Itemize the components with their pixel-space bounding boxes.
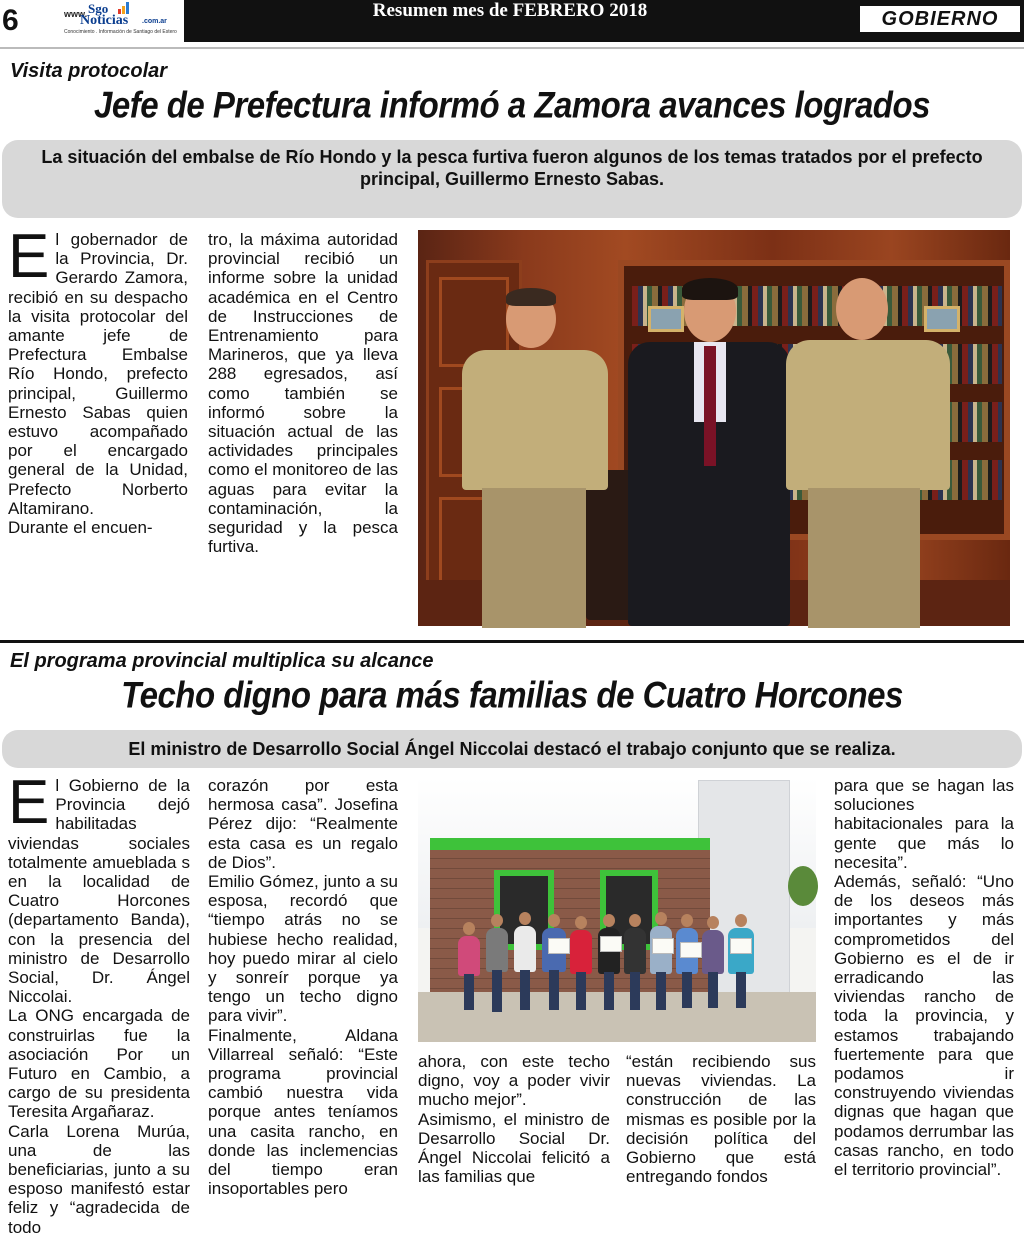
logo-tagline: Conocimiento . Información de Santiago del Estero xyxy=(64,29,177,35)
article1-deck: La situación del embalse de Río Hondo y la pesca furtiva fueron algunos de los temas tratados por el prefecto principal, Guillermo Ernesto Sabas. xyxy=(2,140,1022,218)
article2-paragraph: l Gobierno de la Provincia dejó habilitadas viviendas sociales totalmente amueblada s en la localidad de Cuatro Horcones (departamento Banda), con la presencia del ministro de Desarrollo Social, Dr. Ángel Niccolai. xyxy=(8,776,190,1007)
article2-column-5 xyxy=(834,776,1014,1179)
article2-paragraph: para que se hagan las soluciones habitacionales para la gente que más lo necesita”. xyxy=(834,776,1014,872)
logo-domain: .com.ar xyxy=(142,18,167,25)
article2-paragraph: Asimismo, el ministro de Desarrollo Social Dr. Ángel Niccolai felicitó a las familias que xyxy=(418,1109,610,1187)
logo-brand-top: Sgo xyxy=(88,1,109,16)
logo-brand-bottom: Noticias xyxy=(80,13,129,28)
article2-column-3 xyxy=(418,1052,610,1186)
article2-column-2 xyxy=(208,776,398,1198)
article2-dropcap: E xyxy=(8,768,50,837)
header-rule xyxy=(0,47,1024,49)
article2-paragraph: corazón por esta hermosa casa”. Josefina Pérez dijo: “Realmente esta casa es un regalo de Dios”. xyxy=(208,776,398,872)
article2-paragraph: Carla Lorena Murúa, una de las beneficiarias, junto a su esposo manifestó estar feliz y “agradecida de todo xyxy=(8,1121,190,1237)
section-label: GOBIERNO xyxy=(860,6,1020,32)
article2-paragraph: Finalmente, Aldana Villarreal señaló: “Este programa provincial cambió nuestra vida porque antes teníamos una casita rancho, en donde las inclemencias del tiempo eran insoportables pero xyxy=(208,1025,398,1199)
page-header xyxy=(0,0,1024,42)
article1-kicker: Visita protocolar xyxy=(10,60,168,82)
article2-paragraph: Emilio Gómez, junto a su esposa, recordó que “tiempo atrás no se hubiese hecho realidad, hoy puedo mirar al cielo y sonreír porque ya tengo un techo digno para vivir”. xyxy=(208,872,398,1026)
article2-headline: Techo digno para más familias de Cuatro Horcones xyxy=(121,673,903,716)
article-divider xyxy=(0,640,1024,643)
article1-paragraph: tro, la máxima autoridad provincial recibió un informe sobre la unidad académica en el Centro de Instrucciones de Entrenamiento para Marineros, que ya lleva 288 egresados, así como también se informó sobre la situación actual de las actividades principales como el monitoreo de las aguas para evitar la contaminación, la seguridad y la pesca furtiva. xyxy=(208,230,398,557)
article1-paragraph: l gobernador de la Provincia, Dr. Gerardo Zamora, recibió en su despacho la visita protocolar del amante jefe de Prefectura Embalse Río Hondo, prefecto principal, Guillermo Ernesto Sabas quien estuvo acompañado por el encargado general de la Unidad, Prefecto Norberto Altamirano. xyxy=(8,230,188,518)
article1-paragraph: Durante el encuen- xyxy=(8,518,153,538)
article1-headline: Jefe de Prefectura informó a Zamora avances logrados xyxy=(94,83,930,126)
article1-column-2 xyxy=(208,230,398,556)
article2-deck: El ministro de Desarrollo Social Ángel Niccolai destacó el trabajo conjunto que se realiza. xyxy=(2,730,1022,768)
article2-paragraph: La ONG encargada de construirlas fue la asociación Por un Futuro en Cambio, a cargo de su presidenta Teresita Argañaraz. xyxy=(8,1006,190,1122)
article2-kicker: El programa provincial multiplica su alcance xyxy=(10,650,434,672)
article2-paragraph: ahora, con este techo digno, voy a poder vivir mucho mejor”. xyxy=(418,1052,610,1110)
article1-dropcap: E xyxy=(8,222,50,291)
article2-photo xyxy=(418,778,816,1042)
article2-paragraph: Además, señaló: “Uno de los deseos más importantes y más comprometidos del Gobierno es el de ir erradicando las viviendas rancho de toda la provincia, y estamos trabajando fuertemente para que podamos ir construyendo viviendas dignas que hagan que podamos derrumbar las casas rancho, en todo el territorio provincial”. xyxy=(834,872,1014,1180)
article1-photo xyxy=(418,230,1010,626)
issue-title: Resumen mes de FEBRERO 2018 xyxy=(372,0,648,21)
logo-www: www. xyxy=(64,9,88,19)
article2-column-4 xyxy=(626,1052,816,1186)
article1-column-1 xyxy=(8,222,188,538)
page-number: 6 xyxy=(0,0,56,42)
article2-column-1 xyxy=(8,768,190,1237)
site-logo[interactable] xyxy=(56,0,184,42)
article2-paragraph: “están recibiendo sus nuevas viviendas. La construcción de las mismas es posible por la decisión política del Gobierno que está entregando fondos xyxy=(626,1052,816,1187)
